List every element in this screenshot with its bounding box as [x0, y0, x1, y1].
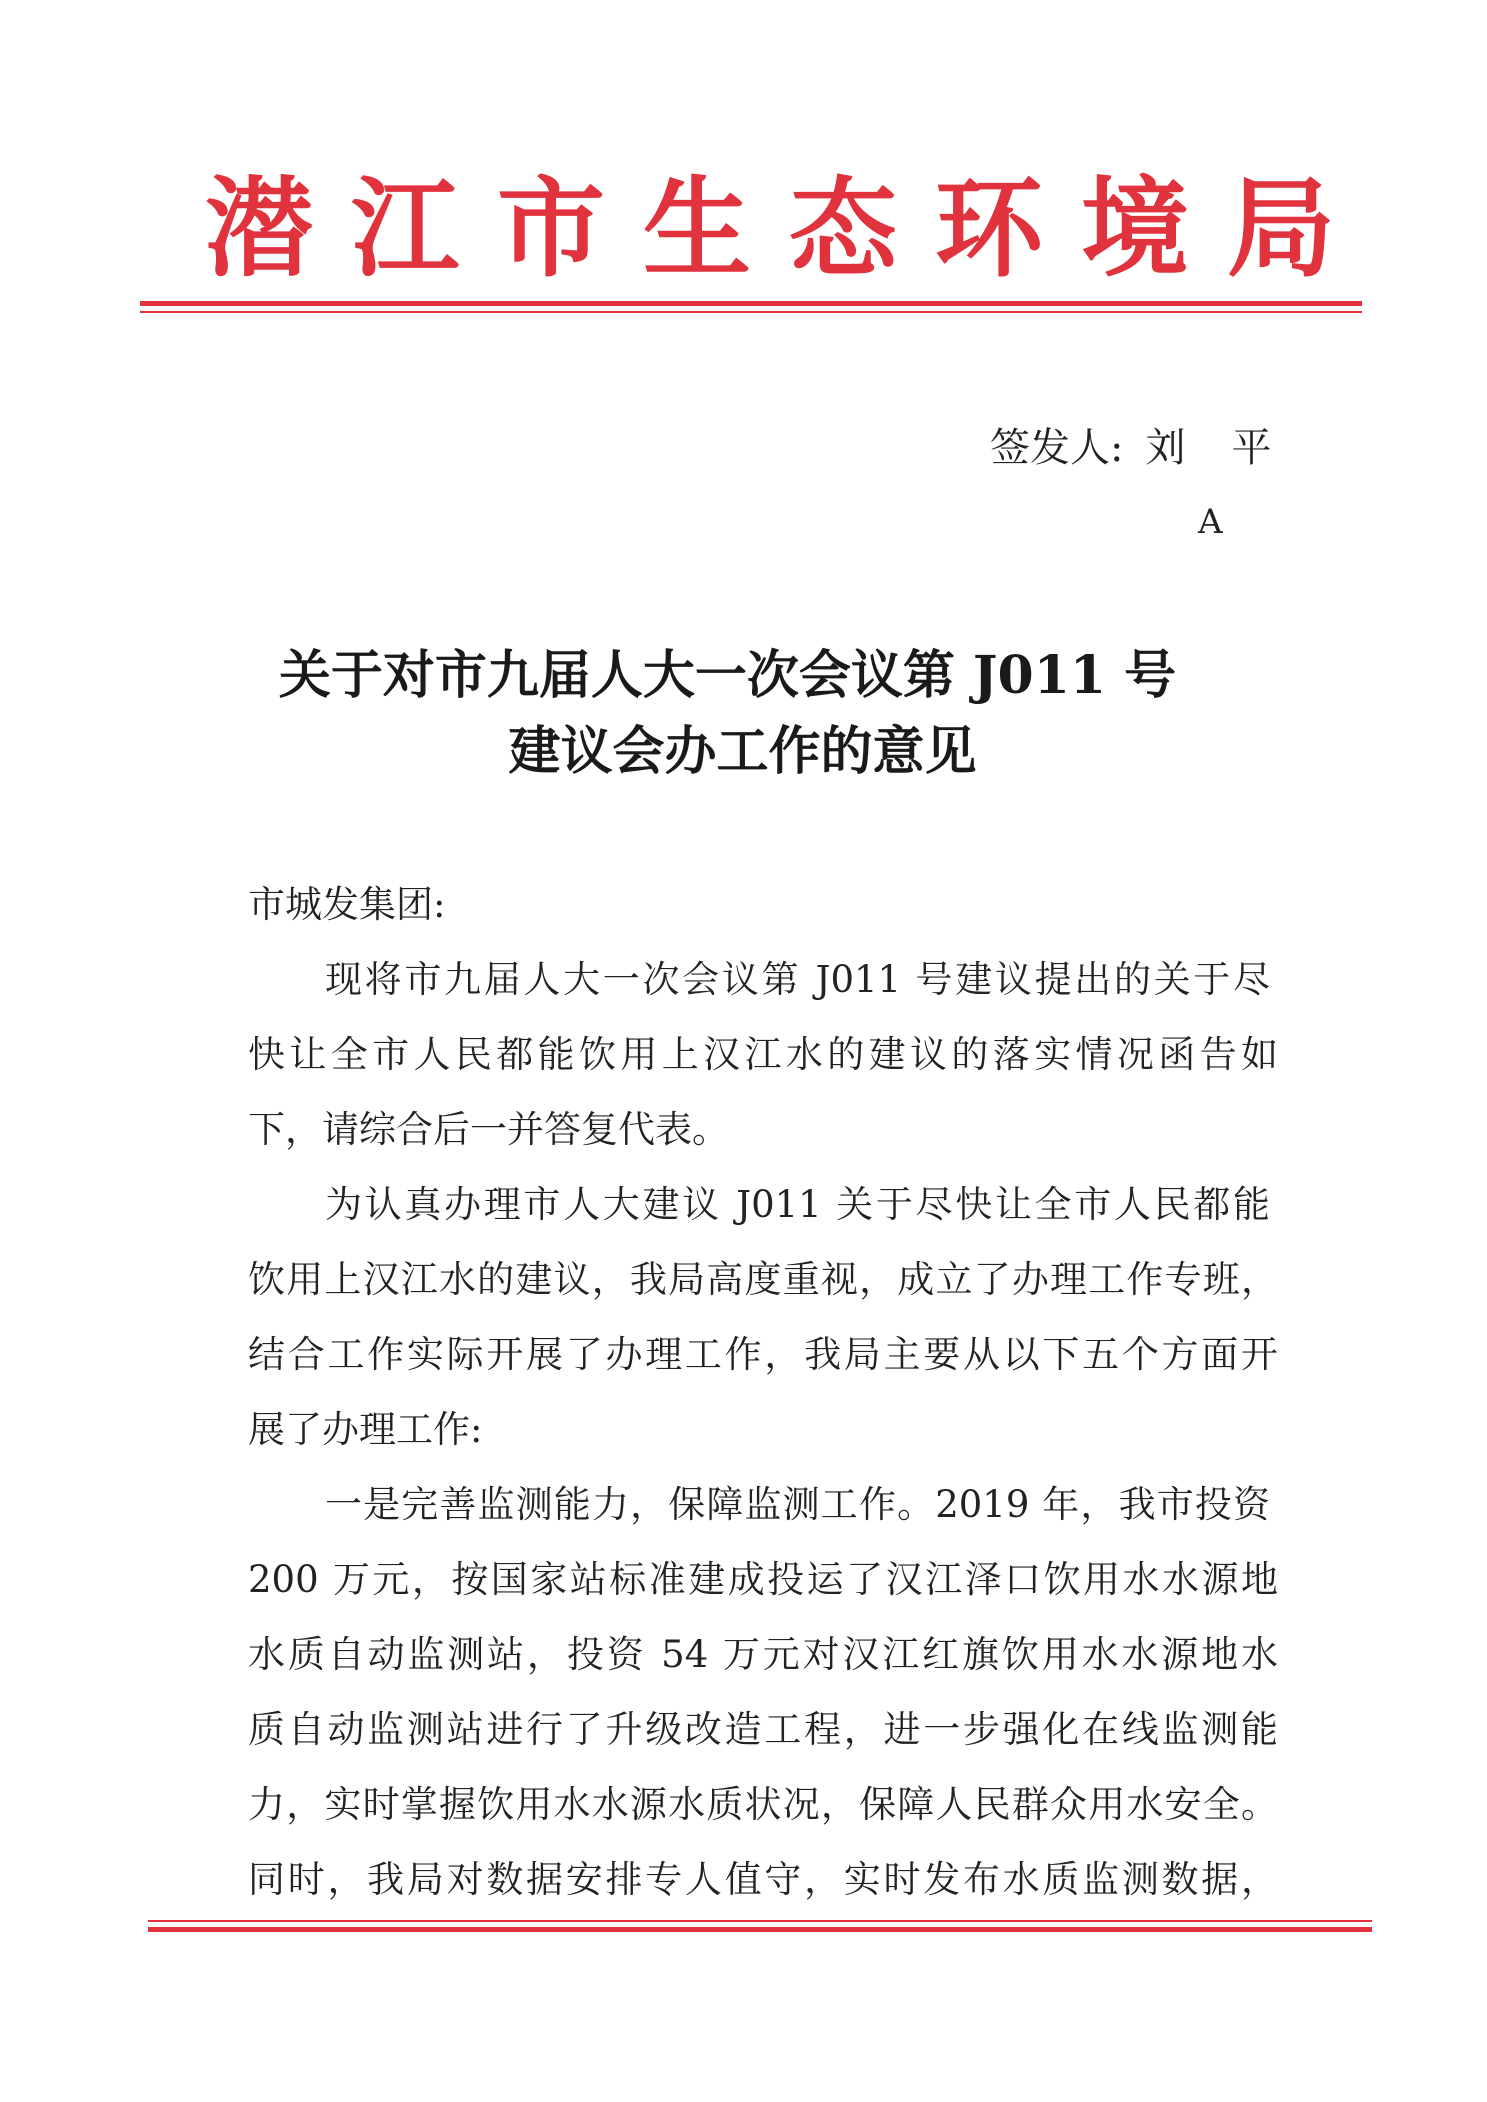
body-line: 力，实时掌握饮用水水源水质状况，保障人民群众用水安全。	[248, 1783, 1278, 1826]
document-title-line-1: 关于对市九届人大一次会议第 J011 号	[278, 645, 1177, 706]
issuer-note: A	[1198, 502, 1223, 542]
body-line: 200 万元，按国家站标准建成投运了汉江泽口饮用水水源地	[248, 1558, 1278, 1601]
body-line: 一是完善监测能力，保障监测工作。2019 年，我市投资	[325, 1483, 1270, 1526]
body-line: 饮用上汉江水的建议，我局高度重视，成立了办理工作专班，	[248, 1258, 1278, 1301]
body-line: 同时，我局对数据安排专人值守，实时发布水质监测数据，	[248, 1858, 1278, 1901]
body-line: 现将市九届人大一次会议第 J011 号建议提出的关于尽	[325, 958, 1270, 1001]
letterhead-org-name: 潜江市生态环境局	[205, 167, 1374, 292]
body-line: 水质自动监测站，投资 54 万元对汉江红旗饮用水水源地水	[248, 1633, 1278, 1676]
issuer-name: 刘平	[1145, 425, 1318, 471]
body-line: 快让全市人民都能饮用上汉江水的建议的落实情况函告如	[248, 1033, 1278, 1076]
document-title-line-2: 建议会办工作的意见	[508, 721, 977, 782]
issuer-line	[990, 420, 1317, 476]
issuer-label: 签发人:	[990, 425, 1124, 471]
footer-rule-thin	[148, 1920, 1372, 1922]
recipient: 市城发集团:	[248, 883, 446, 926]
body-line: 下，请综合后一并答复代表。	[248, 1108, 729, 1151]
body-line: 结合工作实际开展了办理工作，我局主要从以下五个方面开	[248, 1333, 1278, 1376]
letterhead-rule-thin	[140, 311, 1362, 313]
body-line: 质自动监测站进行了升级改造工程，进一步强化在线监测能	[248, 1708, 1278, 1751]
body-line: 展了办理工作:	[248, 1408, 483, 1451]
letterhead-rule-thick	[140, 301, 1362, 306]
body-line: 为认真办理市人大建议 J011 关于尽快让全市人民都能	[325, 1183, 1270, 1226]
footer-rule-thick	[148, 1927, 1372, 1932]
